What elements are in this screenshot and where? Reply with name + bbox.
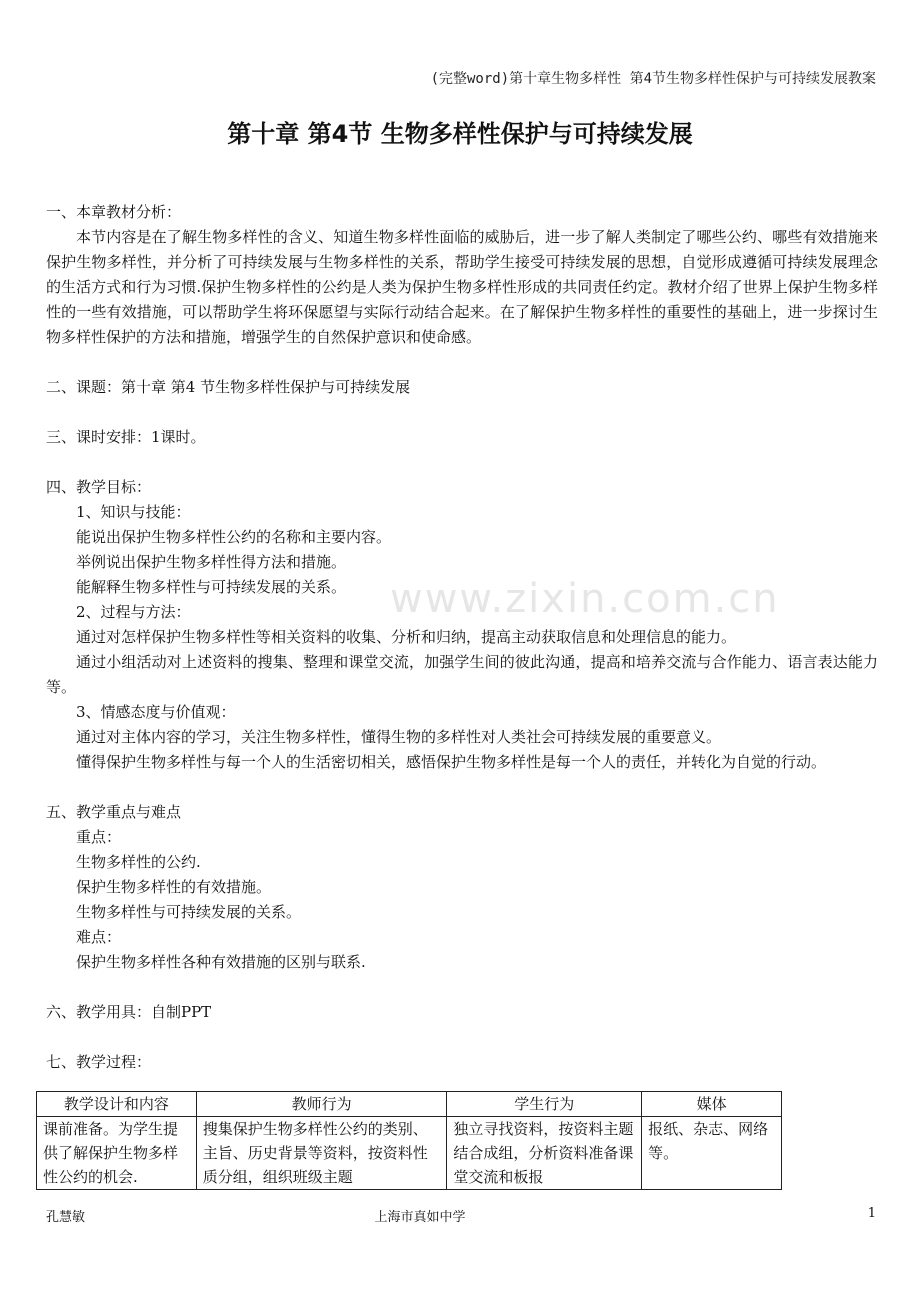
schedule-line: 三、课时安排：1课时。 <box>46 428 206 446</box>
running-header: (完整word)第十章生物多样性 第4节生物多样性保护与可持续发展教案 <box>430 71 876 87</box>
goal-1-item: 能说出保护生物多样性公约的名称和主要内容。 <box>76 528 392 546</box>
goal-2-title: 2、过程与方法： <box>76 603 191 621</box>
difficulty-label: 难点： <box>76 928 122 946</box>
table-header-cell: 媒体 <box>642 1092 782 1117</box>
table-header-cell: 学生行为 <box>447 1092 642 1117</box>
goal-3-item: 通过对主体内容的学习，关注生物多样性，懂得生物的多样性对人类社会可持续发展的重要意义。 <box>76 728 722 746</box>
key-point-item: 生物多样性与可持续发展的关系。 <box>76 903 302 921</box>
watermark: www.zixin.com.cn <box>390 576 780 622</box>
table-cell: 报纸、杂志、网络等。 <box>642 1117 782 1190</box>
goal-3-item: 懂得保护生物多样性与每一个人的生活密切相关，感悟保护生物多样性是每一个人的责任，并转化为自觉的行动。 <box>76 753 827 771</box>
section-heading-process: 七、教学过程： <box>46 1053 152 1071</box>
key-points-label: 重点： <box>76 828 122 846</box>
footer-author: 孔慧敏 <box>46 1210 86 1225</box>
key-point-item: 生物多样性的公约. <box>76 853 201 871</box>
key-point-item: 保护生物多样性的有效措施。 <box>76 878 272 896</box>
goal-2-item: 通过对怎样保护生物多样性等相关资料的收集、分析和归纳，提高主动获取信息和处理信息的能力。 <box>76 628 737 646</box>
table-cell: 课前准备。为学生提供了解保护生物多样性公约的机会. <box>37 1117 197 1190</box>
table-cell: 搜集保护生物多样性公约的类别、主旨、历史背景等资料，按资料性质分组，组织班级主题 <box>196 1117 447 1190</box>
table-cell: 独立寻找资料，按资料主题结合成组，分析资料准备课堂交流和板报 <box>447 1117 642 1190</box>
tools-line: 六、教学用具：自制PPT <box>46 1003 212 1021</box>
goal-1-title: 1、知识与技能： <box>76 503 191 521</box>
document-body <box>46 200 878 1075</box>
goal-2-item: 通过小组活动对上述资料的搜集、整理和课堂交流，加强学生间的彼此沟通，提高和培养交流与合作能力、语言表达能力等。 <box>46 653 878 696</box>
process-table <box>36 1091 782 1190</box>
section-heading-goals: 四、教学目标： <box>46 478 152 496</box>
table-header-cell: 教师行为 <box>196 1092 447 1117</box>
table-header-cell: 教学设计和内容 <box>37 1092 197 1117</box>
goal-1-item: 能解释生物多样性与可持续发展的关系。 <box>76 578 347 596</box>
difficulty-item: 保护生物多样性各种有效措施的区别与联系. <box>76 953 366 971</box>
goal-3-title: 3、情感态度与价值观： <box>76 703 236 721</box>
section-heading-key-points: 五、教学重点与难点 <box>46 803 182 821</box>
section-heading-analysis: 一、本章教材分析： <box>46 203 182 221</box>
page-number: 1 <box>867 1206 876 1221</box>
analysis-paragraph: 本节内容是在了解生物多样性的含义、知道生物多样性面临的威胁后，进一步了解人类制定了哪些公约、哪些有效措施来保护生物多样性，并分析了可持续发展与生物多样性的关系，帮助学生接受可持续发展的思想，自觉形成遵循可持续发展理念的生活方式和行为习惯.保护生物多样性的公约是人类为保护生物多样性形成的共同责任约定。教材介绍了世界上保护生物多样性的一些有效措施，可以帮助学生将环保愿望与实际行动结合起来。在了解保护生物多样性的重要性的基础上，进一步探讨生物多样性保护的方法和措施，增强学生的自然保护意识和使命感。 <box>46 228 878 346</box>
goal-1-item: 举例说出保护生物多样性得方法和措施。 <box>76 553 347 571</box>
table-row <box>37 1117 782 1190</box>
page-title: 第十章 第4节 生物多样性保护与可持续发展 <box>227 120 693 148</box>
topic-line: 二、课题：第十章 第4 节生物多样性保护与可持续发展 <box>46 378 411 396</box>
table-header-row <box>37 1092 782 1117</box>
footer-school: 上海市真如中学 <box>374 1210 466 1225</box>
